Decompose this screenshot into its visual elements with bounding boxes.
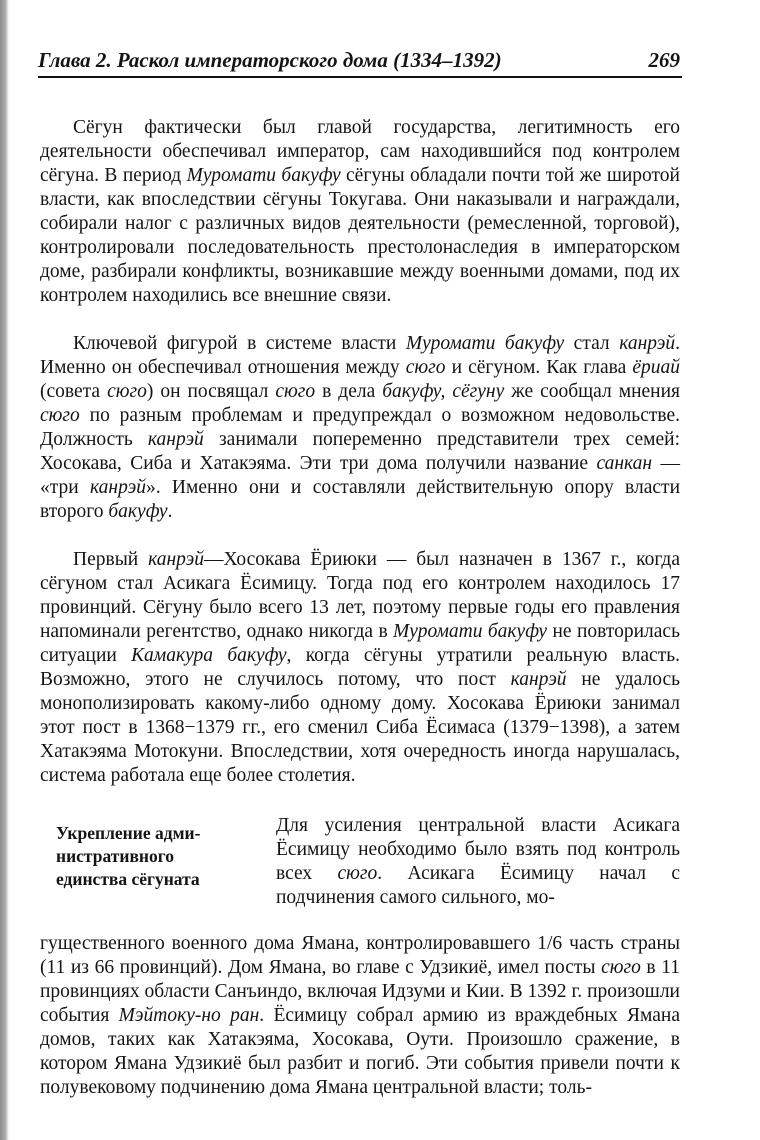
italic-term: Камакура бакуфу bbox=[131, 645, 287, 666]
text-run: сёгуны обладали почти той же широтой власти, как впоследствии сёгуны Токугава. Они наказывали и награждали, собирали налог с различных видов деятельности (ремесленной, торговой), контролировали последовательность престолонаследия в императорском доме, разбирали конфликты, возникавшие между военными домами, под их контролем находились все внешние связи. bbox=[40, 165, 680, 306]
paragraph-3-text bbox=[40, 548, 680, 788]
italic-term: сюго bbox=[40, 405, 80, 426]
italic-term: сюго bbox=[275, 381, 316, 402]
paragraph-3 bbox=[40, 548, 680, 788]
italic-term: канрэй bbox=[148, 549, 205, 570]
text-run: . Ёсимицу собрал армию из враждебных Ямана домов, таких как Хатакэяма, Хосокава, Оути. Произошло сражение, в котором Ямана Удзикиё был разбит и погиб. Эти события привели почти к полувековому подчинению дома Ямана центральной власти; толь- bbox=[40, 1005, 681, 1098]
text-run: же сообщал мнения bbox=[504, 381, 681, 402]
text-run: по разным проблемам и предупреждал о возможном недовольстве. Должность bbox=[40, 405, 680, 450]
running-header bbox=[38, 44, 682, 78]
text-run: не повторилась ситуации bbox=[40, 621, 680, 666]
text-run: — «три bbox=[40, 453, 680, 498]
margin-heading-line: единства сёгуната bbox=[56, 869, 200, 889]
paragraph-4-wrapped bbox=[276, 814, 680, 910]
paragraph-4-wrapped-text bbox=[276, 814, 680, 910]
margin-heading-line: Укрепление адми- bbox=[56, 823, 201, 843]
paragraph-1-text bbox=[40, 116, 680, 308]
chapter-title: Глава 2. Раскол императорского дома (1334–1392) bbox=[38, 48, 502, 72]
italic-term: Муромати бакуфу bbox=[405, 333, 565, 354]
margin-heading bbox=[56, 822, 266, 891]
text-run: гущественного военного дома Ямана, контролировавшего 1/6 часть страны (11 из 66 провинций). Дом Ямана, во главе с Удзикиё, имел посты bbox=[40, 933, 680, 978]
text-run: . bbox=[167, 501, 173, 522]
text-run: стал bbox=[564, 333, 620, 354]
text-run: ». Именно они и составляли действительную опору власти второго bbox=[40, 477, 681, 522]
italic-term: бакуфу, сёгуну bbox=[382, 381, 505, 402]
text-run: Ключевой фигурой в системе власти bbox=[73, 333, 406, 354]
italic-term: канрэй bbox=[510, 669, 567, 690]
text-run: Сёгун фактически был главой государства, легитимность его деятельности обеспечивал император, сам находившийся под контролем сёгуна. В период bbox=[40, 117, 680, 186]
text-run: —Хосокава Ёриюки — был назначен в 1367 г., когда сёгуном стал Асикага Ёсимицу. Тогда под его контролем находилось 17 провинций. Сёгуну было всего 13 лет, поэтому первые годы его правления напоминали регентство, однако никогда в bbox=[40, 549, 680, 642]
text-run: и сёгуном. Как глава bbox=[445, 357, 633, 378]
paragraph-2-text bbox=[40, 332, 680, 524]
italic-term: Муромати бакуфу bbox=[186, 165, 341, 186]
text-run: занимали попеременно представители трех семей: Хосокава, Сиба и Хатакэяма. Эти три дома получили название bbox=[40, 429, 680, 474]
text-run: Первый bbox=[73, 549, 149, 570]
text-run: в 11 провинциях области Санъиндо, включая Идзуми и Кии. В 1392 г. произошли события bbox=[40, 957, 681, 1026]
italic-term: Муромати бакуфу bbox=[393, 621, 548, 642]
italic-term: санкан bbox=[596, 453, 653, 474]
paragraph-4-continued bbox=[40, 932, 680, 1100]
text-run: в дела bbox=[315, 381, 383, 402]
scan-edge-shadow bbox=[0, 0, 9, 1140]
italic-term: канрэй bbox=[147, 429, 204, 450]
italic-term: Мэйтоку-но ран bbox=[118, 1005, 260, 1026]
text-run: . Именно он обеспечивал отношения между bbox=[40, 333, 680, 378]
italic-term: сюго bbox=[107, 381, 147, 402]
text-run: ) он посвящал bbox=[146, 381, 276, 402]
italic-term: сюго bbox=[601, 957, 641, 978]
italic-term: сюго bbox=[337, 863, 378, 884]
paragraph-2 bbox=[40, 332, 680, 524]
italic-term: бакуфу bbox=[108, 501, 168, 522]
paragraph-1 bbox=[40, 116, 680, 308]
text-run: не удалось монополизировать какому-либо одному дому. Хосокава Ёриюки занимал этот пост в 1368−1379 гг., его сменил Сиба Ёсимаса (1379−1398), а затем Хатакэяма Мотокуни. Впоследствии, хотя очередность иногда нарушалась, система работала еще более столетия. bbox=[40, 669, 680, 786]
italic-term: канрэй bbox=[90, 477, 146, 498]
italic-term: ёриай bbox=[632, 357, 680, 378]
page-number: 269 bbox=[648, 48, 680, 72]
italic-term: сюго bbox=[405, 357, 446, 378]
text-run: , когда сёгуны утратили реальную власть. Возможно, этого не случилось потому, что пост bbox=[40, 645, 680, 690]
text-run: (совета bbox=[40, 381, 108, 402]
margin-heading-line: нистративного bbox=[56, 846, 174, 866]
paragraph-4-continued-text bbox=[40, 932, 680, 1100]
text-run: Для усиления центральной власти Асикага Ёсимицу необходимо было взять под контроль всех bbox=[276, 815, 680, 884]
italic-term: канрэй bbox=[619, 333, 676, 354]
text-run: . Асикага Ёсимицу начал с подчинения самого сильного, мо- bbox=[276, 863, 680, 908]
